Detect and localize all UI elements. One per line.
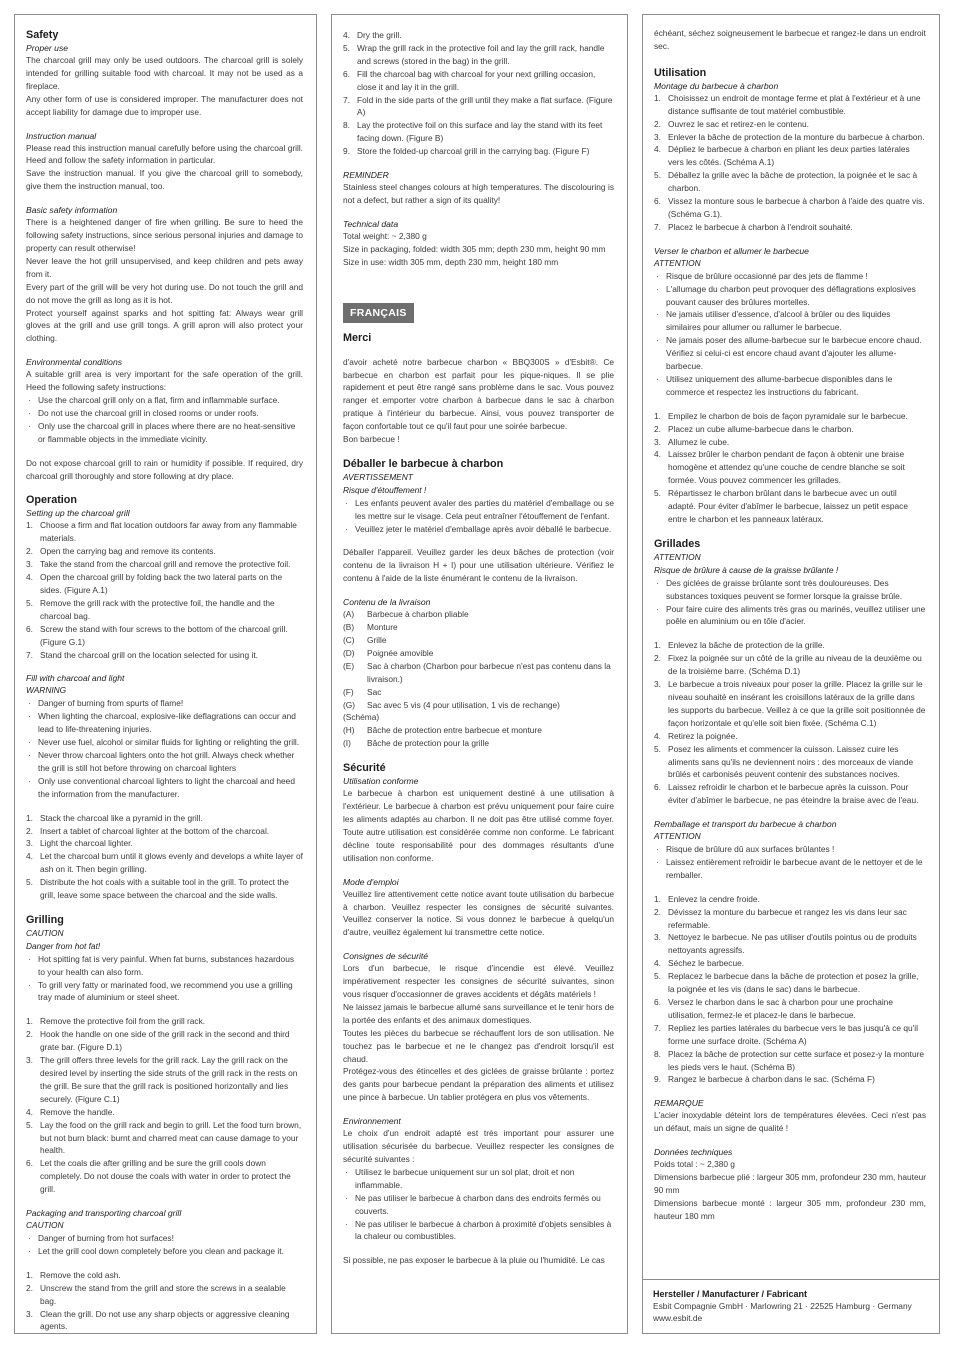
list-item: 2. Placez un cube allume-barbecue dans le charbon. xyxy=(654,423,854,434)
list-item: 7. Fold in the side parts of the grill until they make a flat surface. (Figure A) xyxy=(343,94,613,118)
list-item: 8. Placez la bâche de protection sur cette surface et posez-y la monture les pieds vers le haut. (Schéma B) xyxy=(654,1048,925,1072)
subsection-title-fill: Fill with charcoal and light xyxy=(26,673,125,684)
list-item: · Risque de brûlure occasionné par des jets de flamme ! xyxy=(654,270,926,283)
list-item: 2. Insert a tablet of charcoal lighter at the bottom of the charcoal. xyxy=(26,825,270,836)
list-item: · Only use the charcoal grill in places where there are no heat-sensitive or flammable objects in the immediate vicinity. xyxy=(26,420,303,446)
bullet-list xyxy=(26,394,303,446)
list-item: 5. Replacez le barbecue dans la bâche de protection et posez la grille, la poignée et les vis (dans le sac) dans le barbecue. xyxy=(654,971,919,995)
list-item: (C) Grille xyxy=(343,635,387,645)
list-item: · Only use conventional charcoal lighters to light the charcoal and heed the information from the manufacturer. xyxy=(26,775,303,801)
subsection-title-technical-data: Technical data xyxy=(343,218,399,229)
section-title-merci: Merci xyxy=(343,331,372,344)
list-item: 2. Hook the handle on one side of the grill rack in the second and third grate bar. (Figure D.1) xyxy=(26,1029,290,1053)
subsection-title-utilisation-conforme: Utilisation conforme xyxy=(343,776,419,787)
list-item: · When lighting the charcoal, explosive-like deflagrations can occur and lead to life-threatening injuries. xyxy=(26,710,303,736)
spec-line: Dimensions barbecue monté : largeur 305 mm, profondeur 230 mm, hauteur 180 mm xyxy=(654,1197,926,1221)
list-item: · Ne jamais utiliser d'essence, d'alcool à brûler ou des liquides similaires pour allumer ou rallumer le barbecue. xyxy=(654,308,926,334)
list-item: 6. Vissez la monture sous le barbecue à charbon à l'aide des quatre vis. (Schéma G.1). xyxy=(654,196,925,219)
list-item: · Never use fuel, alcohol or similar fluids for lighting or relighting the grill. xyxy=(26,736,303,749)
list-item: 1. Enlevez la cendre froide. xyxy=(654,893,760,904)
list-item: 2. Unscrew the stand from the grill and store the screws in a sealable bag. xyxy=(26,1282,286,1306)
list-item: 4. Let the charcoal burn until it glows evenly and develops a white layer of ash on it. Then begin grilling. xyxy=(26,851,303,875)
paragraph: Stainless steel changes colours at high temperatures. The discolouring is not a defect, but rather a sign of its quality! xyxy=(343,182,614,205)
attention-label: ATTENTION xyxy=(654,551,701,562)
list-item: 8. Lay the protective foil on this surface and lay the stand with its feet facing down. (Figure B) xyxy=(343,120,603,144)
numbered-list xyxy=(26,1269,303,1334)
risk-label: Risque de brûlure à cause de la graisse brûlante ! xyxy=(654,564,839,575)
section-title-deballer: Déballer le barbecue à charbon xyxy=(343,457,504,470)
manufacturer-website: www.esbit.de xyxy=(653,1313,703,1323)
list-item: 4. Dry the grill. xyxy=(343,30,402,40)
danger-label: Danger from hot fat! xyxy=(26,940,101,951)
section-title-grilling: Grilling xyxy=(26,913,64,926)
subsection-title-verser: Verser le charbon et allumer le barbecue xyxy=(654,245,809,256)
paragraph: (Schéma) xyxy=(343,712,380,723)
subsection-title-environmental: Environmental conditions xyxy=(26,357,123,368)
paragraph: d'avoir acheté notre barbecue charbon « BBQ300S » d'Esbit®. Ce barbecue en charbon est parfait pour les pique-niques. Il se plie rapidement et peut être rangé sans problème dans le sac. Vous pouvez ranger et emporter votre charbon à barbecue dans le sac à charbon pratique à l'intérieur du barbecue. Ainsi, vous pouvez transporter de façon confortable tout ce qu'il faut pour une soirée barbecue. xyxy=(343,356,614,432)
list-item: 3. Allumez le cube. xyxy=(654,436,730,447)
subsection-title-setup: Setting up the charcoal grill xyxy=(26,508,130,519)
bullet-list xyxy=(654,843,926,882)
list-item: 5. Remove the grill rack with the protective foil, the handle and the charcoal bag. xyxy=(26,597,275,621)
list-item: · Use the charcoal grill only on a flat, firm and inflammable surface. xyxy=(26,394,303,407)
list-item: 1. Enlevez la bâche de protection de la grille. xyxy=(654,640,825,651)
warning-label: WARNING xyxy=(26,685,67,696)
section-title-grillades: Grillades xyxy=(654,537,701,550)
subsection-title-environnement: Environnement xyxy=(343,1116,401,1127)
list-item: · Les enfants peuvent avaler des parties du matériel d'emballage ou se les mettre sur le visage. Cela peut entraîner l'étouffement de l'enfant. xyxy=(343,497,614,523)
list-item: 3. Le barbecue a trois niveaux pour poser la grille. Placez la grille sur le niveau souhaité en insérant les croisillons latéraux de la grille dans les supports du barbecue. Veillez à ce que la grille soit positionnée de façon horizontale et qu'elle soit bien fixée. (Schéma C.1) xyxy=(654,679,926,728)
attention-label: ATTENTION xyxy=(654,257,701,268)
caution-label: CAUTION xyxy=(26,1220,64,1231)
list-item: 3. Enlever la bâche de protection de la monture du barbecue à charbon. xyxy=(654,131,925,142)
list-item: 7. Repliez les parties latérales du barbecue vers le bas jusqu'à ce qu'il forme une surface droite. (Schéma A) xyxy=(654,1022,918,1046)
list-item: 1. Choisissez un endroit de montage ferme et plat à l'extérieur et à une distance suffisante de tout matériel combustible. xyxy=(654,92,921,116)
section-title-utilisation: Utilisation xyxy=(654,66,707,79)
paragraph: Every part of the grill will be very hot during use. Do not touch the grill and do not move the grill as long as it is hot. xyxy=(26,281,303,305)
subsection-title-reminder: REMINDER xyxy=(343,170,389,181)
numbered-list xyxy=(26,1015,303,1196)
subsection-title-contenu: Contenu de la livraison xyxy=(343,597,431,608)
column-english-french xyxy=(331,14,628,1334)
list-item: (E) Sac à charbon (Charbon pour barbecue n'est pas contenu dans la livraison.) xyxy=(343,660,611,684)
subsection-title-remballage: Remballage et transport du barbecue à charbon xyxy=(654,819,837,830)
spec-line: Size in use: width 305 mm, depth 230 mm, height 180 mm xyxy=(343,256,559,267)
list-item: 1. Choose a firm and flat location outdoors far away from any flammable materials. xyxy=(26,520,297,544)
numbered-list xyxy=(654,893,926,1087)
spec-line: Poids total : ~ 2,380 g xyxy=(654,1159,735,1170)
paragraph: Any other form of use is considered improper. The manufacturer does not accept liability for damage due to improper use. xyxy=(26,93,303,117)
list-item: 5. Répartissez le charbon brûlant dans le barbecue avec un outil adapté. Pour éviter d'abîmer le barbecue, laissez un petit espace entre le charbon et les panneaux latéraux. xyxy=(654,488,908,524)
list-item: 3. Take the stand from the charcoal grill and remove the protective foil. xyxy=(26,559,291,570)
list-item: · Do not use the charcoal grill in closed rooms or under roofs. xyxy=(26,407,303,420)
subsection-title-donnees: Données techniques xyxy=(654,1147,733,1158)
list-item: · Let the grill cool down completely before you clean and package it. xyxy=(26,1245,303,1258)
list-item: 2. Fixez la poignée sur un côté de la grille au niveau de la deuxième ou de la troisième barre. (Schéma D.1) xyxy=(654,653,922,677)
numbered-list xyxy=(654,410,926,526)
list-item: · Risque de brûlure dû aux surfaces brûlantes ! xyxy=(654,843,926,856)
paragraph: There is a heightened danger of fire when grilling. Be sure to heed the following safety instructions, since serious personal injuries and damage to property can result otherwise! xyxy=(26,217,303,253)
paragraph: Bon barbecue ! xyxy=(343,434,400,445)
list-item: (D) Poignée amovible xyxy=(343,647,434,658)
subsection-title-instruction-manual: Instruction manual xyxy=(26,130,97,141)
list-item: 1. Remove the protective foil from the grill rack. xyxy=(26,1016,206,1027)
list-item: 4. Dépliez le barbecue à charbon en pliant les deux parties latérales vers les côtés. (Schéma A.1) xyxy=(654,144,910,168)
list-item: 3. Nettoyez le barbecue. Ne pas utiliser d'outils pointus ou de produits nettoyants agressifs. xyxy=(654,932,917,956)
bullet-list xyxy=(343,1166,614,1243)
list-item: 9. Rangez le barbecue à charbon dans le sac. (Schéma F) xyxy=(654,1074,875,1085)
paragraph: échéant, séchez soigneusement le barbecue et rangez-le dans un endroit sec. xyxy=(654,28,926,51)
list-item: 5. Déballez la grille avec la bâche de protection, la poignée et le sac à charbon. xyxy=(654,170,918,194)
list-item: · Danger of burning from hot surfaces! xyxy=(26,1232,303,1245)
list-item: 6. Fill the charcoal bag with charcoal for your next grilling occasion, close it and lay it in the grill. xyxy=(343,68,596,92)
caution-label: CAUTION xyxy=(26,927,64,938)
manufacturer-address: Esbit Compagnie GmbH · Marlowring 21 · 22525 Hamburg · Germany xyxy=(653,1301,912,1311)
list-item: 2. Dévissez la monture du barbecue et rangez les vis dans leur sac refermable. xyxy=(654,906,907,930)
paragraph: Protect yourself against sparks and hot spitting fat: Always wear grill gloves at the grill and use grill tongs. A grill apron will also protect your clothing. xyxy=(26,307,303,344)
bullet-list xyxy=(26,1232,303,1258)
list-item: · To grill very fatty or marinated food, we recommend you use a grilling tray made of aluminium or steel sheet. xyxy=(26,979,303,1005)
bullet-list xyxy=(26,953,303,1005)
subsection-title-remarque: REMARQUE xyxy=(654,1098,704,1109)
list-item: 2. Ouvrez le sac et retirez-en le contenu. xyxy=(654,118,809,129)
subsection-title-montage: Montage du barbecue à charbon xyxy=(654,80,779,91)
paragraph: Ne laissez jamais le barbecue allumé sans surveillance et le tenir hors de la portée des enfants et des animaux domestiques. xyxy=(343,1001,614,1025)
list-item: 3. Light the charcoal lighter. xyxy=(26,838,133,849)
list-item: 3. Clean the grill. Do not use any sharp objects or aggressive cleaning agents. xyxy=(26,1308,290,1332)
warning-label: AVERTISSEMENT xyxy=(343,471,413,482)
list-item: (A) Barbecue à charbon pliable xyxy=(343,609,469,620)
numbered-list xyxy=(654,639,926,807)
paragraph: Lors d'un barbecue, le risque d'incendie est élevé. Veuillez impérativement respecter les consignes de sécurité suivantes, sinon vous risquer d'occasionner de graves accidents et dégâts matériels ! xyxy=(343,963,614,1000)
list-item: · Des giclées de graisse brûlante sont très douloureuses. Des substances toxiques peuvent se former lorsque la graisse brûle. xyxy=(654,577,926,603)
list-item: · Ne jamais poser des allume-barbecue sur le barbecue encore chaud. Vérifiez si celui-ci est encore chaud avant d'ajouter les allume-barbecue. xyxy=(654,334,926,373)
list-item: 6. Versez le charbon dans le sac à charbon pour une prochaine utilisation, fermez-le et placez-le dans le barbecue. xyxy=(654,997,893,1020)
subsection-title-packaging: Packaging and transporting charcoal grill xyxy=(26,1208,182,1219)
bullet-list xyxy=(26,697,303,800)
list-item: 4. Open the charcoal grill by folding back the two lateral parts on the sides. (Figure A.1) xyxy=(26,572,283,595)
list-item: 9. Store the folded-up charcoal grill in the carrying bag. (Figure F) xyxy=(343,146,590,157)
list-item: 1. Stack the charcoal like a pyramid in the grill. xyxy=(26,812,203,823)
list-item: 5. Wrap the grill rack in the protective foil and lay the grill rack, handle and screws (stored in the bag) in the grill. xyxy=(343,42,605,66)
section-title-securite: Sécurité xyxy=(343,762,386,775)
paragraph: Le choix d'un endroit adapté est très important pour assurer une utilisation sécurisée du barbecue. Veuillez respecter les consignes de sécurité suivantes : xyxy=(343,1128,614,1164)
subsection-title-consignes: Consignes de sécurité xyxy=(343,951,429,962)
paragraph: Do not expose charcoal grill to rain or humidity if possible. If required, dry charcoal grill thoroughly and store following at dry place. xyxy=(26,457,303,481)
list-item: (F) Sac xyxy=(343,686,382,697)
list-item: · Danger of burning from spurts of flame! xyxy=(26,697,303,710)
numbered-list xyxy=(26,812,303,902)
list-item: 1. Remove the cold ash. xyxy=(26,1269,121,1280)
numbered-list xyxy=(654,92,926,234)
paragraph: L'acier inoxydable déteint lors de températures élevées. Ceci n'est pas un défaut, mais un signe de qualité ! xyxy=(654,1110,926,1134)
paragraph: Never leave the hot grill unsupervised, and keep children and pets away from it. xyxy=(26,255,303,279)
list-item: 1. Empilez le charbon de bois de façon pyramidale sur le barbecue. xyxy=(654,410,908,421)
list-item: · L'allumage du charbon peut provoquer des déflagrations explosives pouvant causer des brûlures mortelles. xyxy=(654,283,926,309)
paragraph: Toutes les pièces du barbecue se réchauffent lors de son utilisation. Ne touchez pas le barbecue et ne le changez pas d'endroit lorsqu'il est chaud. xyxy=(343,1027,614,1064)
list-item: 6. Screw the stand with four screws to the bottom of the charcoal grill. (Figure G.1) xyxy=(26,623,288,647)
list-item: · Ne pas utiliser le barbecue à charbon à proximité d'objets sensibles à la chaleur ou combustibles. xyxy=(343,1218,614,1244)
bullet-list xyxy=(654,577,926,629)
list-item: 6. Laissez refroidir le charbon et le barbecue après la cuisson. Pour éviter d'abîmer le barbecue, ne pas éteindre la braise avec de l'eau. xyxy=(654,782,919,806)
numbered-list xyxy=(26,519,303,661)
list-item: 4. Séchez le barbecue. xyxy=(654,958,745,969)
list-item: · Pour faire cuire des aliments très gras ou marinés, veuillez utiliser une poêle en aluminium ou en tôle d'acier. xyxy=(654,603,926,629)
spec-line: Dimensions barbecue plié : largeur 305 mm, profondeur 230 mm, hauteur 90 mm xyxy=(654,1172,926,1195)
subsection-title-mode-emploi: Mode d'emploi xyxy=(343,876,399,887)
list-item: 4. Remove the handle. xyxy=(26,1106,115,1117)
paragraph: Déballer l'appareil. Veuillez garder les deux bâches de protection (voir contenu de la livraison H + I) pour une utilisation ultérieure. Vérifiez le contenu à l'aide de la liste énumérant le contenu de la livraison. xyxy=(343,547,614,584)
list-item: 6. Let the coals die after grilling and be sure the grill cools down completely. Do not douse the coals with water in order to protect the grill. xyxy=(26,1158,291,1195)
column-french-2 xyxy=(642,14,940,1334)
manufacturer-title: Hersteller / Manufacturer / Fabricant xyxy=(653,1289,808,1299)
list-item: · Utilisez uniquement des allume-barbecue disponibles dans le commerce et respectez les instructions du fabricant. xyxy=(654,373,926,399)
section-title-safety: Safety xyxy=(26,29,59,41)
bullet-list xyxy=(343,497,614,536)
paragraph: Please read this instruction manual carefully before using the charcoal grill. Heed and follow the safety information in particular. xyxy=(26,142,303,166)
bullet-list xyxy=(654,270,926,399)
list-item: (H) Bâche de protection entre barbecue et monture xyxy=(343,725,542,736)
spec-line: Size in packaging, folded: width 305 mm; depth 230 mm, height 90 mm xyxy=(343,243,606,254)
paragraph: Protégez-vous des étincelles et des giclées de graisse brûlante : portez des gants pour barbecue pendant la préparation des aliments et utilisez une pince à barbecue. Un tablier protégera en plus vos vêtements. xyxy=(343,1066,614,1103)
paragraph: Save the instruction manual. If you give the charcoal grill to somebody, give them the instruction manual, too. xyxy=(26,168,303,192)
language-badge: FRANÇAIS xyxy=(343,303,414,323)
list-item: 7. Stand the charcoal grill on the location selected for using it. xyxy=(26,649,258,660)
list-item: 5. Lay the food on the grill rack and begin to grill. Let the food turn brown, but not burn black: burnt and charred meat can cause damage to your health. xyxy=(26,1119,302,1156)
list-item: 3. The grill offers three levels for the grill rack. Lay the grill rack on the desired level by inserting the side struts of the grill rack in the rests on the grill. Be sure that the grill rack is positioned horizontally and lies securely. (Figure C.1) xyxy=(26,1055,298,1104)
paragraph: Le barbecue à charbon est uniquement destiné à une utilisation à l'extérieur. Le barbecue à charbon est prévu uniquement pour faire cuire les aliments adaptés au charbon. Il ne doit pas être utilisé comme foyer. Toute autre utilisation est considérée comme non conforme. Le fabricant décline toute responsabilité pour des dommages résultants d'une utilisation non conforme. xyxy=(343,788,614,863)
list-item: · Never throw charcoal lighters onto the hot grill. Always check whether the grill is still hot before throwing on charcoal lighters xyxy=(26,749,303,775)
list-item: · Utilisez le barbecue uniquement sur un sol plat, droit et non inflammable. xyxy=(343,1166,614,1192)
paragraph: The charcoal grill may only be used outdoors. The charcoal grill is solely intended for grilling suitable food with charcoal. It may not be used as a fireplace. xyxy=(26,55,303,91)
list-item: 5. Posez les aliments et commencer la cuisson. Laissez cuire les aliments sans qu'ils ne deviennent noirs : des morceaux de viande brûlés et carbonisés peuvent contenir des substances nocives. xyxy=(654,743,914,780)
spec-line: Total weight: ~ 2,380 g xyxy=(343,230,427,241)
list-item: · Laissez entièrement refroidir le barbecue avant de le nettoyer et de le remballer. xyxy=(654,856,926,882)
numbered-list xyxy=(343,29,614,158)
list-item: 4. Retirez la poignée. xyxy=(654,730,738,741)
list-item: · Veuillez jeter le matériel d'emballage après avoir déballé le barbecue. xyxy=(343,523,614,536)
section-title-operation: Operation xyxy=(26,494,77,507)
contents-list xyxy=(343,608,614,711)
subsection-title-basic-safety: Basic safety information xyxy=(26,205,118,216)
list-item: (B) Monture xyxy=(343,622,398,633)
list-item: (G) Sac avec 5 vis (4 pour utilisation, 1 vis de rechange) xyxy=(343,699,560,710)
paragraph: Veuillez lire attentivement cette notice avant toute utilisation du barbecue à charbon. Veuillez respecter les consignes de sécurité suivantes. Veuillez conserver la notice. Si vous donnez le barbecue à quelqu'un d'autre, veuillez également lui transmettre cette notice. xyxy=(343,888,614,938)
list-item: · Hot spitting fat is very painful. When fat burns, substances hazardous to your health can also form. xyxy=(26,953,303,979)
list-item: 4. Laissez brûler le charbon pendant de façon à obtenir une braise homogène et attendez qu'une couche de cendre blanche se soit formée. Vous pouvez commencer les grillades. xyxy=(654,449,905,486)
column-english-1 xyxy=(14,14,317,1334)
paragraph: Si possible, ne pas exposer le barbecue à la pluie ou l'humidité. Le cas xyxy=(343,1255,605,1266)
attention-label: ATTENTION xyxy=(654,831,701,842)
paragraph: A suitable grill area is very important for the safe operation of the grill. Heed the following safety instructions: xyxy=(26,369,303,393)
list-item: 7. Placez le barbecue à charbon à l'endroit souhaité. xyxy=(654,221,853,232)
list-item: · Ne pas utiliser le barbecue à charbon dans des endroits fermés ou couverts. xyxy=(343,1192,614,1218)
list-item: (I) Bâche de protection pour la grille xyxy=(343,738,489,749)
subsection-title-proper-use: Proper use xyxy=(26,43,69,53)
contents-list xyxy=(343,724,614,750)
risk-label: Risque d'étouffement ! xyxy=(343,484,427,495)
manufacturer-box xyxy=(642,1279,940,1334)
list-item: 5. Distribute the hot coals with a suitable tool in the grill. To protect the grill, leave some space between the charcoal and the side walls. xyxy=(26,877,289,901)
list-item: 2. Open the carrying bag and remove its contents. xyxy=(26,546,216,557)
